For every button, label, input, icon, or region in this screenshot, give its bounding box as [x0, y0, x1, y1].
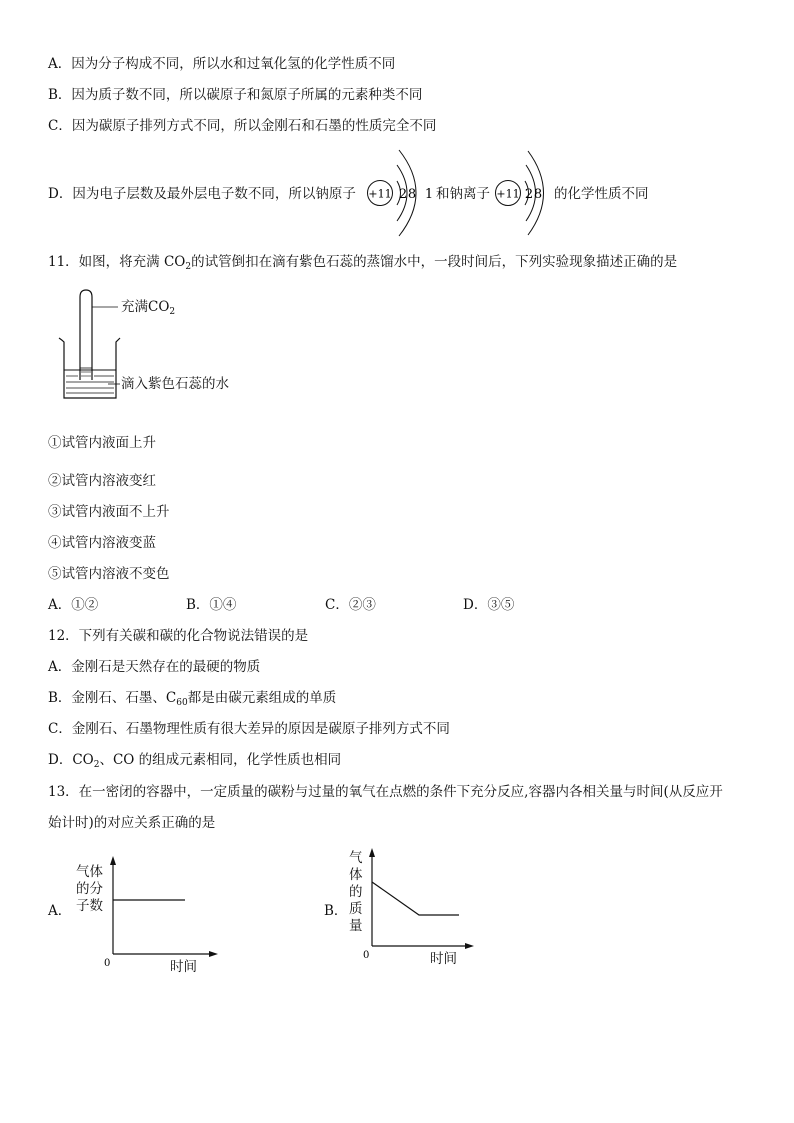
q11-option-a: A．①②	[48, 597, 99, 613]
sodium-ion-diagram	[493, 150, 553, 238]
graph-b-option: B．	[324, 903, 348, 919]
graph-b-ylabel: 气 体 的 质 量	[349, 850, 363, 934]
q11-item-5: ⑤试管内溶液不变色	[48, 566, 170, 582]
na-ion-shell-2: 8	[533, 187, 543, 202]
q11-item-2: ②试管内溶液变红	[48, 473, 156, 489]
q13-stem-line1: 13．在一密闭的容器中，一定质量的碳粉与过量的氧气在点燃的条件下充分反应,容器内各相关量与时间(从反应开	[48, 784, 723, 800]
graph-b-line	[372, 882, 459, 915]
graph-a-option: A．	[48, 903, 72, 919]
q10-d-mid: 和钠离子	[436, 186, 490, 202]
graph-b	[362, 848, 480, 972]
na-ion-nucleus: +11	[496, 187, 520, 201]
fig-label-water: 滴入紫色石蕊的水	[121, 376, 229, 392]
q11-option-d: D．③⑤	[463, 597, 515, 613]
q12-option-b: B．金刚石、石墨、$C_{60}$都是由碳元素组成的单质	[48, 690, 337, 708]
q12-option-a: A．金刚石是天然存在的最硬的物质	[48, 659, 261, 675]
graph-a-ylabel: 气体 的分 子数	[76, 864, 103, 914]
graph-a-xlabel: 时间	[170, 959, 197, 975]
graph-a-origin: 0	[104, 958, 111, 969]
graph-b-xlabel: 时间	[430, 951, 457, 967]
q10-option-a: A．因为分子构成不同，所以水和过氧化氢的化学性质不同	[48, 56, 396, 72]
q12-option-d: D．$CO_2$、CO 的组成元素相同，化学性质也相同	[48, 752, 342, 770]
q11-item-4: ④试管内溶液变蓝	[48, 535, 156, 551]
fig-label-co2: 充满$CO_2$	[121, 299, 176, 317]
q10-d-post: 的化学性质不同	[554, 186, 649, 202]
q12-option-c: C．金刚石、石墨物理性质有很大差异的原因是碳原子排列方式不同	[48, 721, 450, 737]
q11-item-1: ①试管内液面上升	[48, 435, 156, 451]
q10-option-c: C．因为碳原子排列方式不同，所以金刚石和石墨的性质完全不同	[48, 118, 437, 134]
sodium-atom-diagram	[365, 148, 440, 240]
q10-option-d	[48, 185, 356, 203]
na-atom-shell-1: 2	[398, 187, 408, 202]
q12-stem: 12．下列有关碳和碳的化合物说法错误的是	[48, 628, 309, 644]
q11-option-b: B．①④	[186, 597, 237, 613]
co2-tube-figure	[56, 288, 126, 404]
q10-option-b: B．因为质子数不同，所以碳原子和氮原子所属的元素种类不同	[48, 87, 423, 103]
na-atom-shell-3: 1	[424, 187, 434, 202]
q11-option-c: C．②③	[325, 597, 376, 613]
graph-b-origin: 0	[363, 950, 370, 961]
q11-stem: 11．如图，将充满 $CO_2$的试管倒扣在滴有紫色石蕊的蒸馏水中，一段时间后，下列实验现象描述正确的是	[48, 254, 678, 272]
na-atom-nucleus: +11	[368, 187, 392, 201]
na-ion-shell-1: 2	[524, 187, 534, 202]
na-atom-shell-2: 8	[407, 187, 417, 202]
q13-stem-line2: 始计时)的对应关系正确的是	[48, 815, 216, 831]
graph-a	[104, 856, 222, 980]
q10-d-pre: D．因为电子层数及最外层电子数不同，所以钠原子	[48, 186, 356, 202]
q11-item-3: ③试管内液面不上升	[48, 504, 170, 520]
